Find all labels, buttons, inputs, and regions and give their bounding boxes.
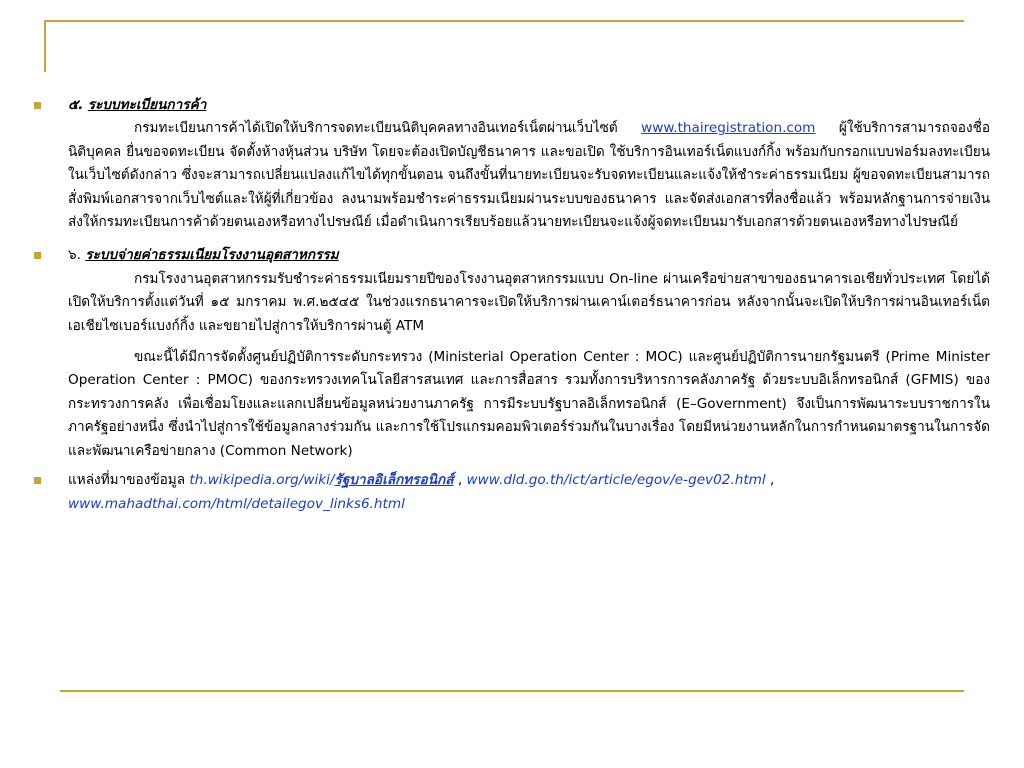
section-5-paragraph [68, 117, 990, 234]
sources-separator-2: , [770, 472, 775, 489]
square-bullet-icon [34, 102, 41, 109]
square-bullet-icon [34, 252, 41, 259]
section-5-number: ๕. [68, 97, 84, 113]
frame-vertical-rule [44, 20, 46, 72]
section-6-title: ระบบจ่ายค่าธรรมเนียมโรงงานอุตสาหกรรม [85, 247, 339, 264]
section-6-number: ๖. [68, 247, 81, 264]
section-6 [34, 244, 990, 463]
section-5-heading [68, 94, 990, 117]
section-5-text-b: ผู้ใช้บริการสามารถจองชื่อนิติบุคคล ยื่นขอจดทะเบียน จัดตั้งห้างหุ้นส่วน บริษัท โดยจะต้องเปิดบัญชีธนาคาร และขอเปิด ใช้บริการอินเทอร์เน็ตแบงก์กิ้ง พร้อมกับกรอกแบบฟอร์มลงทะเบียนในเว็บไซต์ดังกล่าว ซึ่งจะสามารถเปลี่ยนแปลงแก้ไขได้ทุกขั้นตอน จนถึงขั้นที่นายทะเบียนจะรับจดทะเบียนและแจ้งให้ชำระค่าธรรมเนียม ผู้ขอจดทะเบียนสามารถสั่งพิมพ์เอกสารจากเว็บไซต์และให้ผู้ที่เกี่ยวข้อง ลงนามพร้อมชำระค่าธรรมเนียมผ่านระบบของธนาคาร และจัดส่งเอกสารที่ลงชื่อแล้ว พร้อมหลักฐานการจ่ายเงินส่งให้กรมทะเบียนการค้าด้วยตนเองหรือทางไปรษณีย์ เมื่อดำเนินการเรียบร้อยแล้วนายทะเบียนจะแจ้งผู้จดทะเบียนมารับเอกสารด้วยตนเองหรือทางไปรษณีย์ [68, 120, 990, 231]
sources [34, 469, 990, 516]
sources-label: แหล่งที่มาของข้อมูล [68, 472, 186, 489]
wikipedia-link[interactable] [189, 472, 453, 488]
section-5-text-a: กรมทะเบียนการค้าได้เปิดให้บริการจดทะเบียนนิติบุคคลทางอินเทอร์เน็ตผ่านเว็บไซต์ [134, 120, 618, 137]
dld-link[interactable]: www.dld.go.th/ict/article/egov/e-gev02.html [466, 472, 766, 489]
square-bullet-icon [34, 477, 41, 484]
mahadthai-link[interactable]: www.mahadthai.com/html/detailegov_links6.html [68, 495, 405, 512]
slide-content [34, 94, 990, 516]
thairegistration-link[interactable]: www.thairegistration.com [641, 120, 816, 137]
section-5-title: ระบบทะเบียนการค้า [87, 97, 207, 113]
section-6-paragraph-2: ขณะนี้ได้มีการจัดตั้งศูนย์ปฏิบัติการระดับกระทรวง (Ministerial Operation Center : MOC) และศูนย์ปฏิบัติการนายกรัฐมนตรี (Prime Minister Operation Center : PMOC) ของกระทรวงเทคโนโลยีสารสนเทศ และการสื่อสาร รวมทั้งการบริหารการคลังภาครัฐ ด้วยระบบอิเล็กทรอนิกส์ (GFMIS) ของกระทรวงการคลัง เพื่อเชื่อมโยงและแลกเปลี่ยนข้อมูลหน่วยงานภาครัฐ การมีระบบรัฐบาลอิเล็กทรอนิกส์ (E–Government) จึงเป็นการพัฒนาระบบราชการในภาครัฐอย่างหนึ่ง ซึ่งนำไปสู่การใช้ข้อมูลกลางร่วมกัน และการใช้โปรแกรมคอมพิวเตอร์ร่วมกันในบางเรื่อง โดยมีหน่วยงานหลักในการกำหนดมาตรฐานในการจัดและพัฒนาเครือข่ายกลาง (Common Network) [68, 349, 990, 459]
frame-horizontal-rule [44, 20, 964, 22]
section-6-heading [68, 244, 990, 267]
footer-rule [60, 690, 964, 692]
sources-separator-1: , [457, 472, 463, 489]
wikipedia-link-thai: รัฐบาลอิเล็กทรอนิกส์ [334, 472, 454, 489]
wikipedia-link-prefix: th.wikipedia.org/wiki/ [189, 472, 335, 489]
section-5 [34, 94, 990, 234]
section-6-paragraph-1: กรมโรงงานอุตสาหกรรมรับชำระค่าธรรมเนียมรายปีของโรงงานอุตสาหกรรมแบบ On-line ผ่านเครือข่ายสาขาของธนาคารเอเชียทั่วประเทศ โดยได้เปิดให้บริการตั้งแต่วันที่ ๑๕ มกราคม พ.ศ.๒๕๔๕ ในช่วงแรกธนาคารจะเปิดให้บริการผ่านเคาน์เตอร์ธนาคารก่อน หลังจากนั้นจะเปิดให้บริการผ่านอินเทอร์เน็ตเอเชียไซเบอร์แบงก์กิ้ง และขยายไปสู่การให้บริการผ่านตู้ ATM [68, 270, 990, 334]
sources-line [68, 469, 990, 516]
